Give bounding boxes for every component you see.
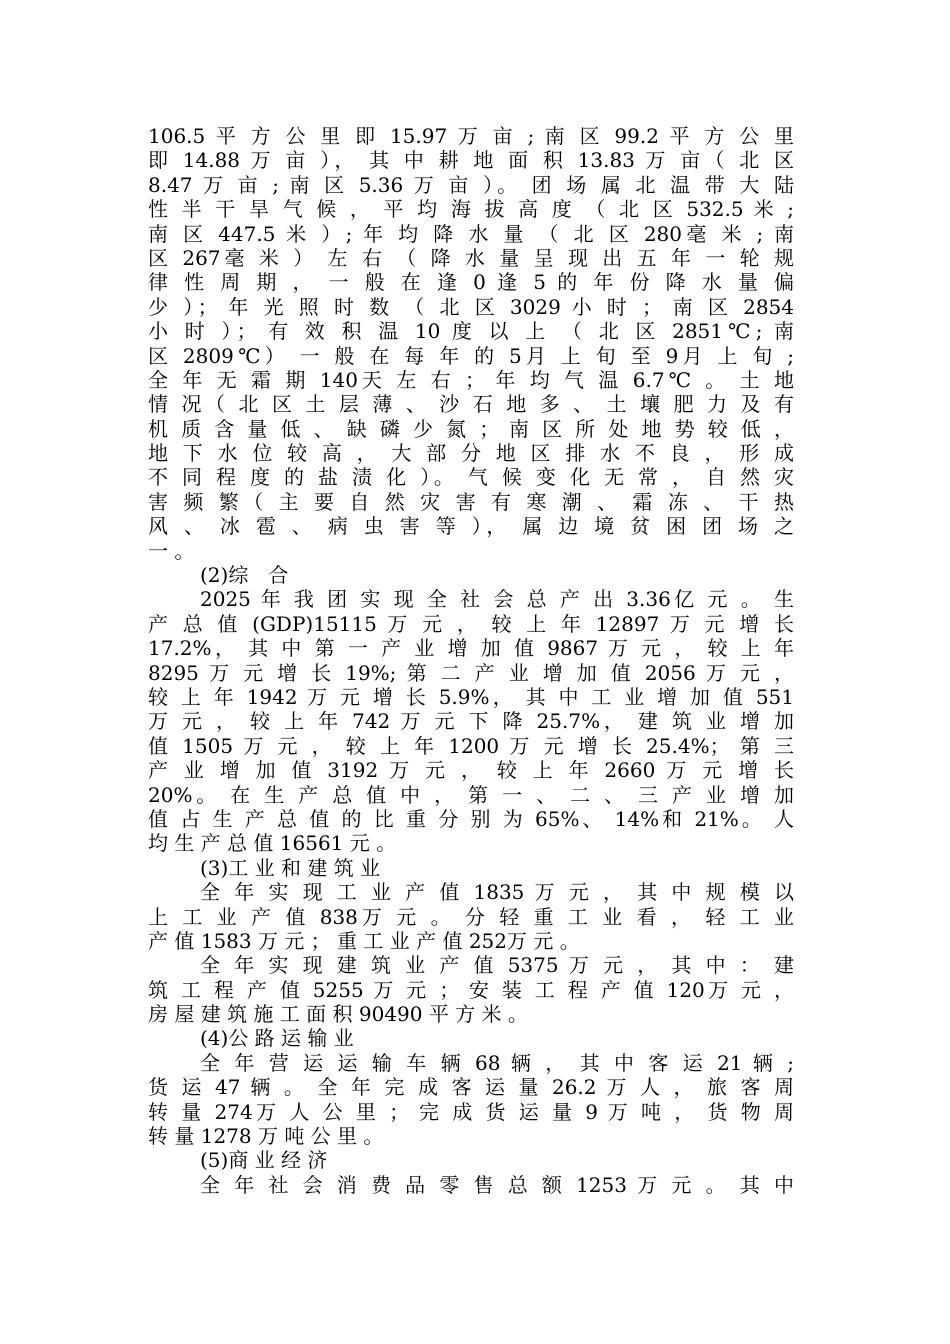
text-line: 8.47 万 亩 ; 南 区 5.36 万 亩 ）。 团 场 属 北 温 带 大 陆 xyxy=(148,172,794,197)
text-line: 南 区 447.5 米 ）; 年 均 降 水 量 （ 北 区 280毫 米 ; 南 xyxy=(148,221,794,246)
section-heading-commerce: (5)商 业 经 济 xyxy=(200,1148,328,1173)
text-line: 风 、 冰 雹 、 病 虫 害 等 ）， 属 边 境 贫 困 团 场 之 xyxy=(148,514,794,539)
text-line: 筑 工 程 产 值 5255 万 元 ； 安 装 工 程 产 值 120万 元 ， xyxy=(148,977,794,1002)
text-line: 少 ）； 年 光 照 时 数 （ 北 区 3029 小 时 ； 南 区 2854 xyxy=(148,294,794,319)
text-line: 害 频 繁（ 主 要 自 然 灾 害 有 寒 潮 、 霜 冻 、 干 热 xyxy=(148,489,794,514)
text-line: 情 况（ 北 区 土 层 薄 、 沙 石 地 多 、 土 壤 肥 力 及 有 xyxy=(148,392,794,417)
text-line: 8295 万 元 增 长 19%; 第 二 产 业 增 加 值 2056 万 元 ， xyxy=(148,660,794,685)
text-line: 均 生 产 总 值 16561 元 。 xyxy=(148,831,397,856)
paragraph-road-transport xyxy=(148,1051,794,1149)
paragraph-construction-output xyxy=(148,953,794,1026)
text-line: 区 2809℃） 一 般 在 每 年 的 5月 上 旬 至 9月 上 旬 ; xyxy=(148,343,794,368)
text-line: 17.2%， 其 中 第 一 产 业 增 加 值 9867 万 元 ， 较 上 年 xyxy=(148,636,794,661)
text-line: 值 1505 万 元 ， 较 上 年 1200 万 元 增 长 25.4%； 第 三 xyxy=(148,733,794,758)
text-line: 全 年 无 霜 期 140天 左 右 ； 年 均 气 温 6.7℃ 。 土 地 xyxy=(148,367,794,392)
text-line: 转 量 274万 人 公 里 ； 完 成 货 运 量 9 万 吨 ， 货 物 周 xyxy=(148,1099,794,1124)
section-heading-overview: (2)综 合 xyxy=(200,563,289,588)
text-line: 一 。 xyxy=(148,538,195,563)
text-line: 全 年 营 运 运 输 车 辆 68 辆 ， 其 中 客 运 21 辆 ; xyxy=(200,1050,794,1075)
text-line: 全 年 实 现 建 筑 业 产 值 5375 万 元 ， 其 中 ： 建 xyxy=(200,953,794,978)
text-line: 机 质 含 量 低 、 缺 磷 少 氮 ； 南 区 所 处 地 势 较 低 ， xyxy=(148,416,794,441)
paragraph-land-climate xyxy=(148,124,794,563)
text-line: 即 14.88 万 亩 ）， 其 中 耕 地 面 积 13.83 万 亩（ 北 区 xyxy=(148,148,794,173)
paragraph-industry-output xyxy=(148,880,794,953)
paragraph-commerce xyxy=(148,1173,794,1197)
text-line: 全 年 社 会 消 费 品 零 售 总 额 1253 万 元 。 其 中 xyxy=(200,1172,794,1197)
text-line: 产 业 增 加 值 3192 万 元 ， 较 上 年 2660 万 元 增 长 xyxy=(148,758,794,783)
text-line: 产 总 值 (GDP)15115 万 元 ， 较 上 年 12897 万 元 增 长 xyxy=(148,611,794,636)
text-line: 房 屋 建 筑 施 工 面 积 90490 平 方 米 。 xyxy=(148,1002,528,1027)
text-line: 较 上 年 1942 万 元 增 长 5.9%， 其 中 工 业 增 加 值 551 xyxy=(148,684,794,709)
text-line: 万 元 ， 较 上 年 742 万 元 下 降 25.7%， 建 筑 业 增 加 xyxy=(148,709,794,734)
text-line: 区 267毫 米 ） 左 右 （ 降 水 量 呈 现 出 五 年 一 轮 规 xyxy=(148,245,794,270)
section-heading-industry: (3)工 业 和 建 筑 业 xyxy=(200,855,381,880)
text-line: 产 值 1583 万 元 ； 重 工 业 产 值 252万 元 。 xyxy=(148,928,580,953)
text-line: 货 运 47 辆 。 全 年 完 成 客 运 量 26.2 万 人 ， 旅 客 周 xyxy=(148,1075,794,1100)
text-line: 全 年 实 现 工 业 产 值 1835 万 元 ， 其 中 规 模 以 xyxy=(200,880,794,905)
text-line: 20%。 在 生 产 总 值 中 ， 第 一 、 二 、 三 产 业 增 加 xyxy=(148,782,794,807)
text-line: 不 同 程 度 的 盐 渍 化 ）。 气 候 变 化 无 常 ， 自 然 灾 xyxy=(148,465,794,490)
section-heading-road-transport: (4)公 路 运 输 业 xyxy=(200,1026,354,1051)
text-line: 2025 年 我 团 实 现 全 社 会 总 产 出 3.36亿 元 。 生 xyxy=(200,587,794,612)
document-page xyxy=(148,124,794,1197)
text-line: 转 量 1278 万 吨 公 里 。 xyxy=(148,1124,384,1149)
text-line: 106.5 平 方 公 里 即 15.97 万 亩 ; 南 区 99.2 平 方 公 里 xyxy=(148,124,794,148)
text-line: 上 工 业 产 值 838万 元 。 分 轻 重 工 业 看 ， 轻 工 业 xyxy=(148,904,794,929)
text-line: 地 下 水 位 较 高 ， 大 部 分 地 区 排 水 不 良 ， 形 成 xyxy=(148,441,794,466)
text-line: 律 性 周 期 ， 一 般 在 逢 0 逢 5 的 年 份 降 水 量 偏 xyxy=(148,270,794,295)
text-line: 小 时 ）； 有 效 积 温 10 度 以 上 （ 北 区 2851℃; 南 xyxy=(148,319,794,344)
text-line: 值 占 生 产 总 值 的 比 重 分 别 为 65%、 14%和 21%。 人 xyxy=(148,806,794,831)
paragraph-overview xyxy=(148,587,794,855)
text-line: 性 半 干 旱 气 候 ， 平 均 海 拔 高 度 （ 北 区 532.5 米 ; xyxy=(148,197,794,222)
